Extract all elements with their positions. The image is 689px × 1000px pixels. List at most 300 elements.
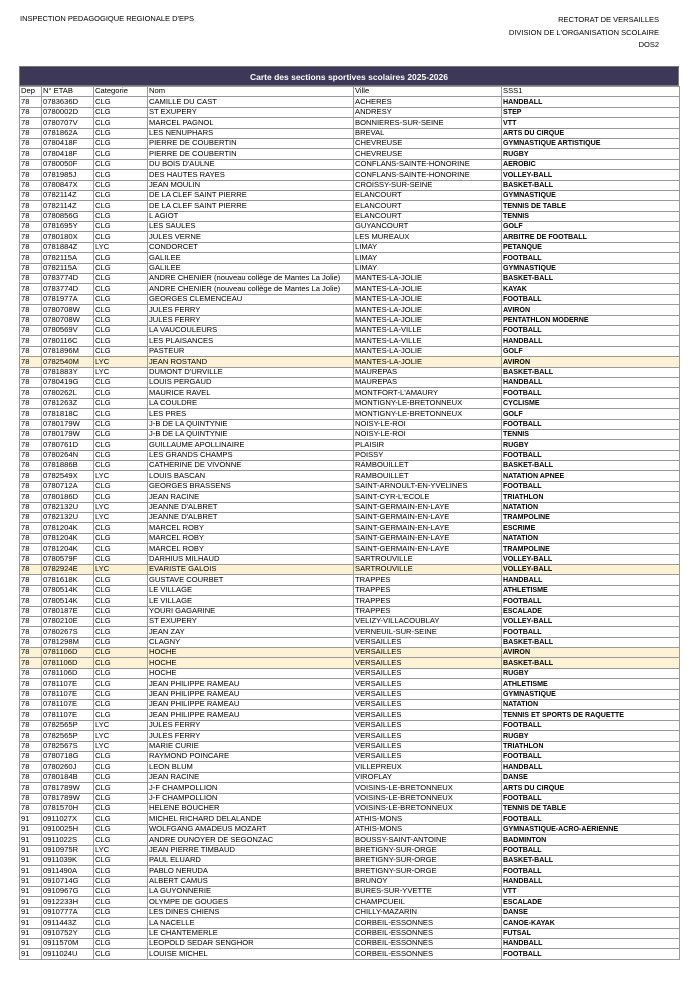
- table-row: [20, 627, 680, 637]
- cell-nom: GUSTAVE COURBET: [148, 575, 354, 585]
- cell-dep: 78: [20, 679, 42, 689]
- cell-etab: 0781896M: [42, 346, 94, 356]
- cell-nom: LES PLAISANCES: [148, 336, 354, 346]
- cell-nom: DE LA CLEF SAINT PIERRE: [148, 190, 354, 200]
- cell-ville: VOISINS-LE-BRETONNEUX: [354, 783, 502, 793]
- cell-sport: FOOTBALL: [502, 325, 680, 335]
- cell-nom: JEAN ROSTAND: [148, 357, 354, 367]
- cell-dep: 78: [20, 429, 42, 439]
- column-header-categorie: Categorie: [94, 87, 148, 97]
- table-row: [20, 429, 680, 439]
- cell-dep: 78: [20, 752, 42, 762]
- cell-nom: CATHERINE DE VIVONNE: [148, 461, 354, 471]
- cell-dep: 91: [20, 835, 42, 845]
- cell-etab: 0782115A: [42, 263, 94, 273]
- cell-dep: 78: [20, 325, 42, 335]
- cell-dep: 78: [20, 118, 42, 128]
- cell-categorie: LYC: [94, 502, 148, 512]
- cell-sport: VOLLEY-BALL: [502, 554, 680, 564]
- cell-nom: JEAN PHILIPPE RAMEAU: [148, 679, 354, 689]
- cell-sport: ATHLETISME: [502, 679, 680, 689]
- cell-dep: 78: [20, 242, 42, 252]
- cell-sport: FOOTBALL: [502, 866, 680, 876]
- cell-sport: BASKET-BALL: [502, 274, 680, 284]
- cell-dep: 91: [20, 866, 42, 876]
- table-row: [20, 440, 680, 450]
- cell-categorie: CLG: [94, 201, 148, 211]
- cell-categorie: CLG: [94, 710, 148, 720]
- cell-sport: FOOTBALL: [502, 627, 680, 637]
- cell-sport: GYMNASTIQUE ARTISTIQUE: [502, 138, 680, 148]
- cell-nom: JULES FERRY: [148, 315, 354, 325]
- cell-categorie: CLG: [94, 585, 148, 595]
- cell-etab: 0781977A: [42, 294, 94, 304]
- cell-ville: BRETIGNY-SUR-ORGE: [354, 845, 502, 855]
- cell-ville: SAINT-GERMAIN-EN-LAYE: [354, 533, 502, 543]
- cell-ville: BURES-SUR-YVETTE: [354, 887, 502, 897]
- cell-dep: 78: [20, 689, 42, 699]
- table-row: [20, 876, 680, 886]
- cell-categorie: CLG: [94, 492, 148, 502]
- cell-dep: 78: [20, 149, 42, 159]
- cell-nom: LE VILLAGE: [148, 585, 354, 595]
- cell-ville: RAMBOUILLET: [354, 471, 502, 481]
- cell-ville: VOISINS-LE-BRETONNEUX: [354, 793, 502, 803]
- table-row: [20, 159, 680, 169]
- cell-dep: 91: [20, 939, 42, 949]
- cell-ville: BOUSSY-SAINT-ANTOINE: [354, 835, 502, 845]
- table-row: [20, 855, 680, 865]
- table-row: [20, 637, 680, 647]
- cell-etab: 0781204K: [42, 523, 94, 533]
- cell-etab: 0780847X: [42, 180, 94, 190]
- cell-sport: HANDBALL: [502, 377, 680, 387]
- cell-dep: 91: [20, 824, 42, 834]
- cell-categorie: LYC: [94, 741, 148, 751]
- table-row: [20, 585, 680, 595]
- table-row: [20, 346, 680, 356]
- cell-sport: TRAMPOLINE: [502, 544, 680, 554]
- cell-sport: VOLLEY-BALL: [502, 170, 680, 180]
- cell-etab: 0780186D: [42, 492, 94, 502]
- cell-sport: BASKET-BALL: [502, 367, 680, 377]
- cell-categorie: CLG: [94, 159, 148, 169]
- cell-ville: SAINT-GERMAIN-EN-LAYE: [354, 544, 502, 554]
- cell-categorie: CLG: [94, 876, 148, 886]
- cell-sport: AVIRON: [502, 305, 680, 315]
- cell-ville: MANTES-LA-JOLIE: [354, 315, 502, 325]
- cell-etab: 0780718G: [42, 752, 94, 762]
- cell-ville: NOISY-LE-ROI: [354, 429, 502, 439]
- cell-ville: VILLEPREUX: [354, 762, 502, 772]
- cell-etab: 0780514K: [42, 596, 94, 606]
- cell-ville: VERSAILLES: [354, 741, 502, 751]
- cell-categorie: CLG: [94, 939, 148, 949]
- cell-etab: 0781298M: [42, 637, 94, 647]
- cell-categorie: LYC: [94, 357, 148, 367]
- cell-ville: VERSAILLES: [354, 689, 502, 699]
- cell-nom: PIERRE DE COUBERTIN: [148, 138, 354, 148]
- cell-dep: 91: [20, 814, 42, 824]
- cell-ville: SAINT-CYR-L'ECOLE: [354, 492, 502, 502]
- cell-sport: AEROBIC: [502, 159, 680, 169]
- cell-etab: 0781107E: [42, 700, 94, 710]
- cell-ville: MONTIGNY-LE-BRETONNEUX: [354, 398, 502, 408]
- cell-etab: 0912233H: [42, 897, 94, 907]
- cell-etab: 0780418F: [42, 149, 94, 159]
- table-row: [20, 502, 680, 512]
- cell-nom: LOUIS PERGAUD: [148, 377, 354, 387]
- cell-sport: FOOTBALL: [502, 450, 680, 460]
- cell-dep: 78: [20, 450, 42, 460]
- cell-categorie: CLG: [94, 149, 148, 159]
- cell-nom: DUMONT D'URVILLE: [148, 367, 354, 377]
- cell-sport: CANOE-KAYAK: [502, 918, 680, 928]
- cell-etab: 0781789W: [42, 783, 94, 793]
- cell-dep: 78: [20, 513, 42, 523]
- table-row: [20, 388, 680, 398]
- cell-dep: 78: [20, 107, 42, 117]
- header-right-line-2: DIVISION DE L'ORGANISATION SCOLAIRE: [508, 27, 659, 37]
- cell-dep: 78: [20, 502, 42, 512]
- cell-categorie: CLG: [94, 138, 148, 148]
- cell-sport: TRIATHLON: [502, 492, 680, 502]
- cell-sport: FOOTBALL: [502, 596, 680, 606]
- table-body: [20, 97, 680, 959]
- cell-sport: KAYAK: [502, 284, 680, 294]
- cell-dep: 78: [20, 367, 42, 377]
- cell-dep: 78: [20, 668, 42, 678]
- cell-dep: 78: [20, 409, 42, 419]
- cell-ville: ELANCOURT: [354, 201, 502, 211]
- header-right: [509, 14, 659, 52]
- cell-ville: PLAISIR: [354, 440, 502, 450]
- table-row: [20, 232, 680, 242]
- cell-etab: 0780418F: [42, 138, 94, 148]
- cell-categorie: CLG: [94, 284, 148, 294]
- table-row: [20, 97, 680, 107]
- cell-etab: 0782565P: [42, 731, 94, 741]
- cell-nom: MARCEL ROBY: [148, 544, 354, 554]
- cell-dep: 78: [20, 544, 42, 554]
- cell-etab: 0911570M: [42, 939, 94, 949]
- cell-sport: ESCALADE: [502, 897, 680, 907]
- cell-ville: VERSAILLES: [354, 710, 502, 720]
- cell-ville: MAUREPAS: [354, 377, 502, 387]
- cell-nom: GALILEE: [148, 263, 354, 273]
- cell-sport: GOLF: [502, 222, 680, 232]
- cell-nom: MARIE CURIE: [148, 741, 354, 751]
- cell-ville: ATHIS-MONS: [354, 824, 502, 834]
- cell-sport: TENNIS DE TABLE: [502, 201, 680, 211]
- cell-nom: J-B DE LA QUINTYNIE: [148, 429, 354, 439]
- cell-nom: HOCHE: [148, 668, 354, 678]
- cell-etab: 0910025H: [42, 824, 94, 834]
- cell-dep: 78: [20, 783, 42, 793]
- cell-nom: OLYMPE DE GOUGES: [148, 897, 354, 907]
- cell-nom: CONDORCET: [148, 242, 354, 252]
- table-row: [20, 824, 680, 834]
- cell-ville: VERSAILLES: [354, 700, 502, 710]
- cell-categorie: CLG: [94, 336, 148, 346]
- cell-nom: ANDRE CHENIER (nouveau collège de Mantes La Jolie): [148, 284, 354, 294]
- cell-nom: JEAN PIERRE TIMBAUD: [148, 845, 354, 855]
- table-row: [20, 492, 680, 502]
- cell-categorie: CLG: [94, 897, 148, 907]
- table-row: [20, 274, 680, 284]
- cell-categorie: LYC: [94, 367, 148, 377]
- cell-etab: 0911027X: [42, 814, 94, 824]
- cell-dep: 78: [20, 523, 42, 533]
- cell-dep: 78: [20, 606, 42, 616]
- cell-categorie: CLG: [94, 222, 148, 232]
- cell-sport: FOOTBALL: [502, 481, 680, 491]
- cell-dep: 78: [20, 419, 42, 429]
- cell-dep: 78: [20, 616, 42, 626]
- cell-categorie: CLG: [94, 668, 148, 678]
- cell-etab: 0910777A: [42, 907, 94, 917]
- cell-dep: 78: [20, 377, 42, 387]
- cell-categorie: CLG: [94, 253, 148, 263]
- cell-sport: GYMNASTIQUE: [502, 263, 680, 273]
- cell-nom: LES GRANDS CHAMPS: [148, 450, 354, 460]
- table-row: [20, 803, 680, 813]
- cell-categorie: CLG: [94, 596, 148, 606]
- cell-sport: ARTS DU CIRQUE: [502, 783, 680, 793]
- cell-nom: LEOPOLD SEDAR SENGHOR: [148, 939, 354, 949]
- cell-nom: RAYMOND POINCARE: [148, 752, 354, 762]
- cell-etab: 0780262L: [42, 388, 94, 398]
- cell-dep: 78: [20, 222, 42, 232]
- table-row: [20, 409, 680, 419]
- cell-ville: CHEVREUSE: [354, 149, 502, 159]
- cell-ville: BONNIERES-SUR-SEINE: [354, 118, 502, 128]
- cell-nom: L AGIOT: [148, 211, 354, 221]
- cell-sport: ARTS DU CIRQUE: [502, 128, 680, 138]
- cell-dep: 78: [20, 398, 42, 408]
- cell-dep: 78: [20, 492, 42, 502]
- cell-sport: NATATION APNEE: [502, 471, 680, 481]
- cell-etab: 0911039K: [42, 855, 94, 865]
- cell-ville: VERSAILLES: [354, 731, 502, 741]
- cell-dep: 78: [20, 253, 42, 263]
- cell-nom: LES NENUPHARS: [148, 128, 354, 138]
- cell-dep: 78: [20, 533, 42, 543]
- cell-nom: LES DINES CHIENS: [148, 907, 354, 917]
- cell-nom: LEON BLUM: [148, 762, 354, 772]
- cell-sport: FOOTBALL: [502, 793, 680, 803]
- cell-ville: ELANCOURT: [354, 190, 502, 200]
- cell-nom: MARCEL ROBY: [148, 523, 354, 533]
- cell-ville: LES MUREAUX: [354, 232, 502, 242]
- cell-ville: TRAPPES: [354, 585, 502, 595]
- cell-categorie: CLG: [94, 554, 148, 564]
- cell-etab: 0780569V: [42, 325, 94, 335]
- cell-etab: 0780708W: [42, 305, 94, 315]
- cell-ville: ACHERES: [354, 97, 502, 107]
- cell-ville: VERSAILLES: [354, 637, 502, 647]
- table-row: [20, 731, 680, 741]
- cell-categorie: CLG: [94, 544, 148, 554]
- cell-sport: ESCRIME: [502, 523, 680, 533]
- cell-sport: TENNIS ET SPORTS DE RAQUETTE: [502, 710, 680, 720]
- cell-categorie: CLG: [94, 648, 148, 658]
- cell-dep: 78: [20, 762, 42, 772]
- cell-sport: AVIRON: [502, 357, 680, 367]
- cell-etab: 0781263Z: [42, 398, 94, 408]
- cell-sport: RUGBY: [502, 668, 680, 678]
- cell-ville: RAMBOUILLET: [354, 461, 502, 471]
- cell-nom: ANDRE DUNOYER DE SEGONZAC: [148, 835, 354, 845]
- cell-ville: CROISSY-SUR-SEINE: [354, 180, 502, 190]
- cell-dep: 78: [20, 440, 42, 450]
- cell-categorie: CLG: [94, 263, 148, 273]
- cell-categorie: CLG: [94, 575, 148, 585]
- cell-nom: HOCHE: [148, 658, 354, 668]
- cell-etab: 0781204K: [42, 544, 94, 554]
- table-row: [20, 814, 680, 824]
- header-right-line-3: DOS2: [638, 40, 659, 49]
- cell-dep: 78: [20, 596, 42, 606]
- table-row: [20, 398, 680, 408]
- cell-etab: 0911024U: [42, 949, 94, 959]
- cell-categorie: CLG: [94, 211, 148, 221]
- table-row: [20, 648, 680, 658]
- table-row: [20, 242, 680, 252]
- cell-ville: GUYANCOURT: [354, 222, 502, 232]
- cell-ville: ANDRESY: [354, 107, 502, 117]
- table-row: [20, 887, 680, 897]
- cell-etab: 0781204K: [42, 533, 94, 543]
- cell-ville: VERSAILLES: [354, 679, 502, 689]
- cell-nom: EVARISTE GALOIS: [148, 564, 354, 574]
- cell-etab: 0781618K: [42, 575, 94, 585]
- cell-categorie: CLG: [94, 429, 148, 439]
- cell-nom: J-B DE LA QUINTYNIE: [148, 419, 354, 429]
- cell-ville: VERSAILLES: [354, 720, 502, 730]
- cell-sport: FOOTBALL: [502, 419, 680, 429]
- cell-ville: VOISINS-LE-BRETONNEUX: [354, 803, 502, 813]
- cell-sport: BASKET-BALL: [502, 855, 680, 865]
- table-row: [20, 222, 680, 232]
- cell-ville: SARTROUVILLE: [354, 564, 502, 574]
- cell-categorie: CLG: [94, 918, 148, 928]
- cell-dep: 78: [20, 710, 42, 720]
- cell-sport: HANDBALL: [502, 97, 680, 107]
- cell-nom: JULES FERRY: [148, 305, 354, 315]
- cell-categorie: CLG: [94, 346, 148, 356]
- cell-sport: FOOTBALL: [502, 845, 680, 855]
- cell-etab: 0780856G: [42, 211, 94, 221]
- cell-dep: 78: [20, 232, 42, 242]
- cell-nom: MARCEL PAGNOL: [148, 118, 354, 128]
- cell-nom: YOURI GAGARINE: [148, 606, 354, 616]
- cell-ville: SAINT-GERMAIN-EN-LAYE: [354, 523, 502, 533]
- table-row: [20, 211, 680, 221]
- cell-etab: 0782115A: [42, 253, 94, 263]
- cell-etab: 0783774D: [42, 274, 94, 284]
- cell-etab: 0911022S: [42, 835, 94, 845]
- cell-ville: MANTES-LA-VILLE: [354, 336, 502, 346]
- table-row: [20, 138, 680, 148]
- table-row: [20, 845, 680, 855]
- cell-sport: FOOTBALL: [502, 949, 680, 959]
- cell-categorie: CLG: [94, 128, 148, 138]
- cell-etab: 0782132U: [42, 502, 94, 512]
- cell-sport: HANDBALL: [502, 336, 680, 346]
- cell-categorie: CLG: [94, 377, 148, 387]
- cell-dep: 91: [20, 876, 42, 886]
- cell-categorie: CLG: [94, 616, 148, 626]
- cell-ville: MANTES-LA-VILLE: [354, 325, 502, 335]
- cell-etab: 0782114Z: [42, 201, 94, 211]
- cell-ville: LIMAY: [354, 253, 502, 263]
- cell-dep: 78: [20, 575, 42, 585]
- cell-ville: VELIZY-VILLACOUBLAY: [354, 616, 502, 626]
- cell-nom: GEORGES BRASSENS: [148, 481, 354, 491]
- cell-nom: DE LA CLEF SAINT PIERRE: [148, 201, 354, 211]
- cell-ville: TRAPPES: [354, 596, 502, 606]
- table-row: [20, 294, 680, 304]
- table-row: [20, 284, 680, 294]
- cell-dep: 78: [20, 627, 42, 637]
- cell-dep: 78: [20, 294, 42, 304]
- cell-sport: AVIRON: [502, 648, 680, 658]
- cell-dep: 91: [20, 907, 42, 917]
- cell-categorie: CLG: [94, 107, 148, 117]
- table-row: [20, 554, 680, 564]
- cell-ville: MANTES-LA-JOLIE: [354, 274, 502, 284]
- cell-etab: 0782565P: [42, 720, 94, 730]
- cell-etab: 0781106D: [42, 648, 94, 658]
- cell-sport: FOOTBALL: [502, 720, 680, 730]
- cell-ville: MANTES-LA-JOLIE: [354, 357, 502, 367]
- table-row: [20, 835, 680, 845]
- sections-table: [19, 86, 680, 960]
- cell-categorie: LYC: [94, 720, 148, 730]
- cell-sport: GYMNASTIQUE: [502, 689, 680, 699]
- cell-ville: LIMAY: [354, 242, 502, 252]
- cell-etab: 0782567S: [42, 741, 94, 751]
- cell-nom: HELENE BOUCHER: [148, 803, 354, 813]
- cell-categorie: LYC: [94, 471, 148, 481]
- cell-etab: 0780050F: [42, 159, 94, 169]
- cell-ville: CHEVREUSE: [354, 138, 502, 148]
- cell-sport: NATATION: [502, 502, 680, 512]
- cell-categorie: CLG: [94, 398, 148, 408]
- cell-dep: 78: [20, 170, 42, 180]
- cell-sport: VTT: [502, 118, 680, 128]
- cell-sport: HANDBALL: [502, 575, 680, 585]
- table-row: [20, 772, 680, 782]
- cell-sport: DANSE: [502, 907, 680, 917]
- cell-dep: 78: [20, 731, 42, 741]
- table-row: [20, 461, 680, 471]
- cell-categorie: CLG: [94, 388, 148, 398]
- cell-nom: PASTEUR: [148, 346, 354, 356]
- cell-dep: 78: [20, 315, 42, 325]
- header-left: INSPECTION PEDAGOGIQUE REGIONALE D'EPS: [20, 14, 194, 23]
- cell-ville: VERSAILLES: [354, 658, 502, 668]
- cell-nom: CLAGNY: [148, 637, 354, 647]
- cell-nom: ANDRE CHENIER (nouveau collège de Mantes La Jolie): [148, 274, 354, 284]
- table-row: [20, 741, 680, 751]
- cell-sport: RUGBY: [502, 149, 680, 159]
- cell-etab: 0781886B: [42, 461, 94, 471]
- cell-sport: PETANQUE: [502, 242, 680, 252]
- cell-sport: VOLLEY-BALL: [502, 564, 680, 574]
- column-header-sss1: SSS1: [502, 87, 680, 97]
